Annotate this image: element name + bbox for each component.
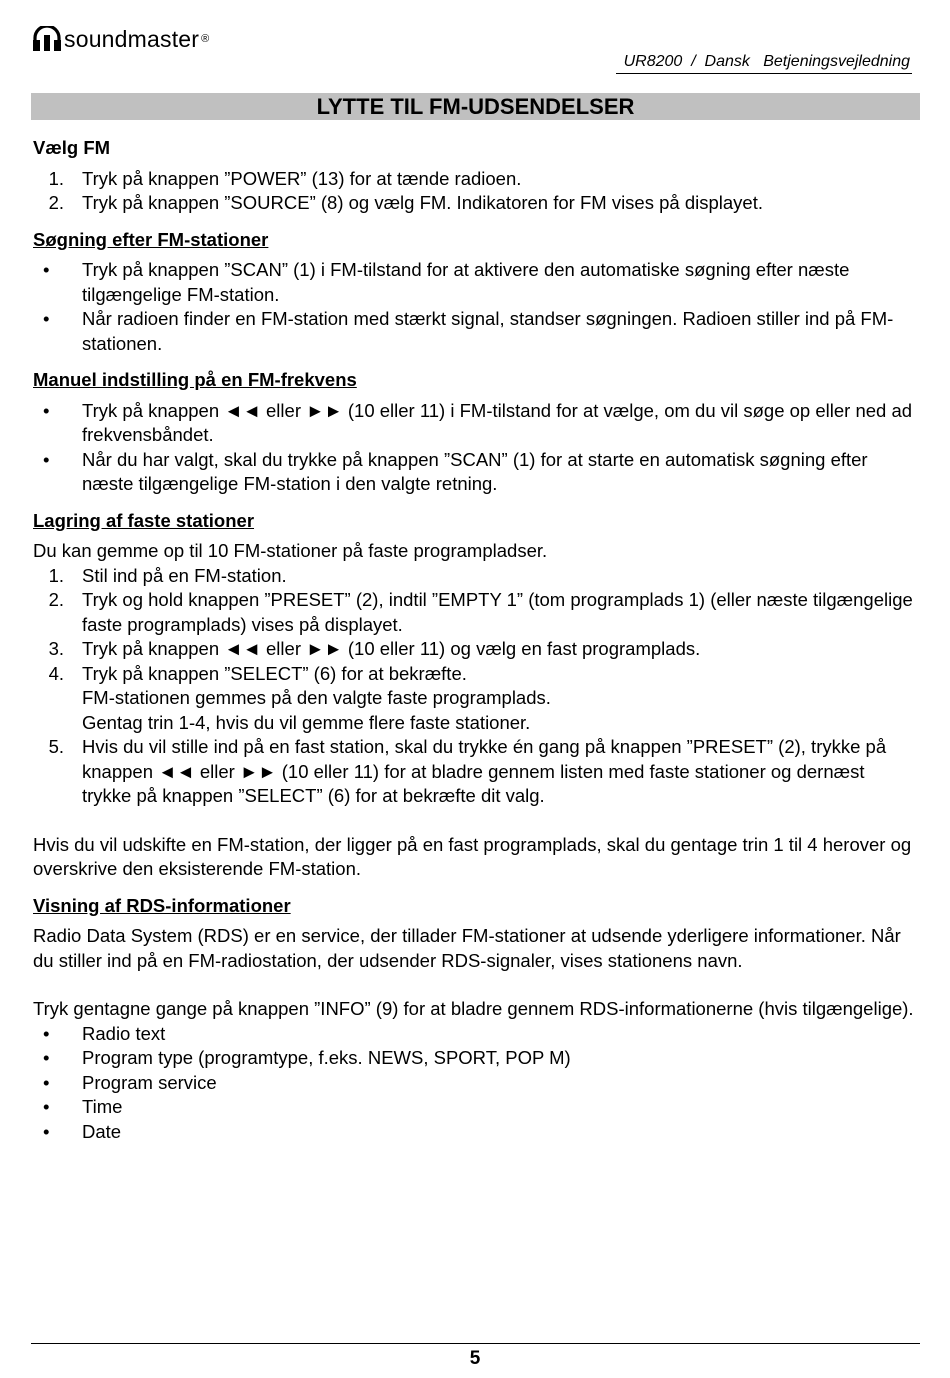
section-heading: Søgning efter FM-stationer: [33, 228, 269, 250]
item-text: Tryk på knappen ”SOURCE” (8) og vælg FM. Indikatoren for FM vises på displayet.: [82, 192, 763, 213]
soundmaster-logo-icon: [33, 26, 61, 52]
numbered-list: [33, 564, 918, 809]
bullet-icon: •: [43, 1096, 50, 1117]
item-text: Radio text: [82, 1022, 166, 1044]
registered-mark: ®: [201, 33, 210, 45]
footer-divider: [31, 1343, 920, 1344]
item-text: Program service: [82, 1071, 217, 1093]
list-item: [33, 1120, 918, 1145]
item-number: 5.: [48, 736, 64, 757]
item-text: Tryk på knappen ”SELECT” (6) for at bekræfte.: [82, 662, 467, 684]
item-text-line3: Gentag trin 1-4, hvis du vil gemme flere faste stationer.: [82, 711, 531, 733]
list-item: [33, 1071, 918, 1096]
section-heading: Visning af RDS-informationer: [33, 894, 291, 916]
list-item: [33, 1046, 918, 1071]
list-item: [33, 258, 918, 307]
item-text: Når du har valgt, skal du trykke på knappen ”SCAN” (1) for at starte en automatisk søgning efter næste tilgængelige FM-station i den valgte retning.: [82, 448, 868, 494]
item-number: 1.: [48, 167, 64, 189]
item-text-group: [82, 662, 918, 736]
list-item: [33, 735, 918, 809]
section-presets: [33, 509, 918, 882]
item-text: Tryk på knappen ◄◄ eller ►► (10 eller 11) i FM-tilstand for at vælge, om du vil søge op eller ned ad frekvensbåndet.: [82, 399, 913, 445]
item-number: 1.: [48, 564, 64, 586]
bullet-icon: •: [43, 1047, 50, 1068]
list-item: [33, 448, 918, 497]
section-outro: Hvis du vil udskifte en FM-station, der ligger på en fast programplads, skal du gentage trin 1 til 4 herover og overskrive den eksisterende FM-station.: [33, 833, 912, 879]
rds-paragraph-1: Radio Data System (RDS) er en service, der tillader FM-stationer at udsende yderligere informationer. Når du stiller ind på en FM-radiostation, der udsender RDS-signaler, vises stationens navn.: [33, 925, 901, 971]
item-text: Program type (programtype, f.eks. NEWS, SPORT, POP M): [82, 1047, 571, 1068]
item-text: Time: [82, 1096, 123, 1117]
section-select-fm: [33, 136, 918, 216]
bullet-icon: •: [43, 259, 50, 280]
section-rds: [33, 894, 918, 1145]
list-item: [33, 588, 918, 637]
list-item: [33, 167, 918, 192]
bullet-list: [33, 258, 918, 356]
list-item: [33, 1095, 918, 1120]
list-item: [33, 191, 918, 216]
page-number: 5: [469, 1348, 481, 1369]
item-text: Tryk på knappen ◄◄ eller ►► (10 eller 11) og vælg en fast programplads.: [82, 638, 701, 659]
rds-paragraph-2: Tryk gentagne gange på knappen ”INFO” (9) for at bladre gennem RDS-informationerne (hvis tilgængelige).: [33, 998, 914, 1019]
item-text-line2: FM-stationen gemmes på den valgte faste programplads.: [82, 687, 551, 708]
bullet-icon: •: [43, 448, 50, 470]
bullet-icon: •: [43, 1120, 50, 1142]
list-item: [33, 399, 918, 448]
brand-logo: [33, 24, 209, 54]
list-item: [33, 564, 918, 589]
bullet-list: [33, 399, 918, 497]
bullet-list: [33, 1022, 918, 1145]
bullet-icon: •: [43, 1022, 50, 1044]
section-heading: Manuel indstilling på en FM-frekvens: [33, 369, 357, 390]
list-item: [33, 637, 918, 662]
section-scan: [33, 228, 918, 357]
section-heading: Lagring af faste stationer: [33, 509, 255, 531]
numbered-list: [33, 167, 918, 216]
item-number: 2.: [48, 192, 64, 213]
item-text: Hvis du vil stille ind på en fast station, skal du trykke én gang på knappen ”PRESET” (2), trykke på knappen ◄◄ eller ►► (10 eller 11) for at bladre gennem listen med faste stationer og dernæst trykke på knappen ”SELECT” (6) for at bekræfte dit valg.: [82, 736, 887, 806]
list-item: [33, 662, 918, 736]
item-text: Tryk på knappen ”POWER” (13) for at tænde radioen.: [82, 167, 522, 189]
section-intro: Du kan gemme op til 10 FM-stationer på faste programpladser.: [33, 540, 548, 561]
bullet-icon: •: [43, 308, 50, 329]
brand-name: soundmaster: [64, 25, 200, 52]
document-id: UR8200 / Dansk Betjeningsvejledning: [616, 53, 912, 74]
item-number: 2.: [48, 589, 64, 610]
item-text: Stil ind på en FM-station.: [82, 564, 287, 586]
main-content: [33, 136, 918, 1144]
item-number: 4.: [48, 662, 64, 684]
bullet-icon: •: [43, 399, 50, 421]
page-title: LYTTE TIL FM-UDSENDELSER: [31, 93, 920, 120]
list-item: [33, 307, 918, 356]
item-text: Tryk på knappen ”SCAN” (1) i FM-tilstand for at aktivere den automatiske søgning efter næste tilgængelige FM-station.: [82, 259, 850, 305]
item-number: 3.: [48, 638, 64, 659]
item-text: Når radioen finder en FM-station med stærkt signal, standser søgningen. Radioen stiller ind på FM-stationen.: [82, 308, 894, 354]
item-text: Tryk og hold knappen ”PRESET” (2), indtil ”EMPTY 1” (tom programplads 1) (eller næste tilgængelige faste programplads) vises på displayet.: [82, 589, 913, 635]
bullet-icon: •: [43, 1071, 50, 1093]
section-manual-tuning: [33, 368, 918, 497]
section-heading: Vælg FM: [33, 137, 111, 158]
list-item: [33, 1022, 918, 1047]
item-text: Date: [82, 1120, 122, 1142]
